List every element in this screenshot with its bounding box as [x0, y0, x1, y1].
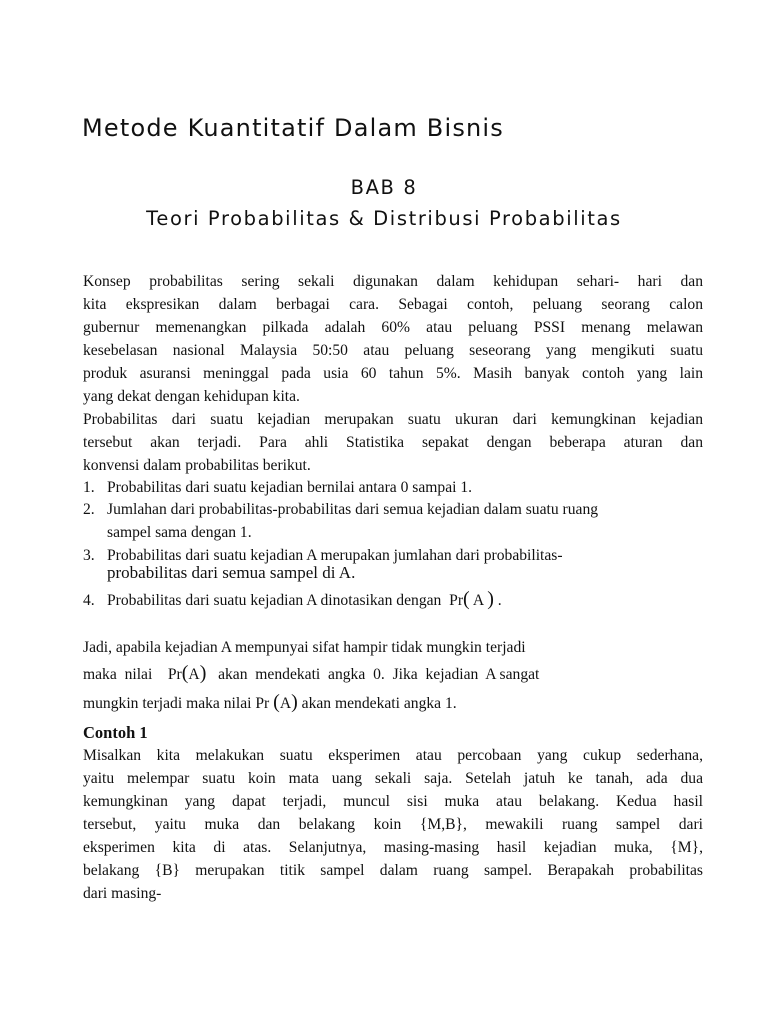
text-line: eksperimen kita di atas. Selanjutnya, masing-masing hasil kejadian muka, {M}, [83, 839, 703, 856]
list-number: 1. [83, 479, 95, 496]
text: akan mendekati angka 1. [301, 695, 457, 712]
text-line: gubernur memenangkan pilkada adalah 60% atau peluang PSSI menang melawan [83, 319, 703, 336]
text: akan mendekati angka 0. Jika kejadian A sangat [218, 666, 540, 683]
list-item: Jumlahan dari probabilitas-probabilitas dari semua kejadian dalam suatu ruang [107, 501, 599, 518]
text-line: kesebelasan nasional Malaysia 50:50 atau peluang seseorang yang mengikuti suatu [83, 342, 703, 359]
text: maka nilai [83, 666, 153, 683]
math-pr: Pr [449, 592, 464, 609]
text-line: yang dekat dengan kehidupan kita. [83, 388, 300, 405]
list-item: Probabilitas dari suatu kejadian A merupakan jumlahan dari probabilitas- [107, 547, 563, 564]
math-pr: Pr [255, 695, 270, 712]
text-line [83, 692, 703, 714]
math-a: A [472, 592, 485, 609]
text-line [83, 663, 703, 685]
text-line: tersebut akan terjadi. Para ahli Statistika sepakat dengan beberapa aturan dan [83, 434, 703, 451]
math-paren: ) [199, 662, 207, 684]
math-a: A [279, 695, 292, 712]
list-item-text: Probabilitas dari suatu kejadian A dinotasikan dengan [107, 592, 442, 609]
math-paren: ( [181, 662, 189, 684]
text-line: konvensi dalam probabilitas berikut. [83, 457, 311, 474]
text-line: tersebut, yaitu muka dan belakang koin {M,B}, mewakili ruang sampel dari [83, 816, 703, 833]
list-item-continued: probabilitas dari semua sampel di A. [107, 563, 356, 582]
period: . [497, 592, 502, 609]
text-line: belakang {B} merupakan titik sampel dalam ruang sampel. Berapakah probabilitas [83, 862, 703, 879]
list-item-continued: sampel sama dengan 1. [107, 524, 252, 541]
text-line: yaitu melempar suatu koin mata uang sekali saja. Setelah jatuh ke tanah, ada dua [83, 770, 703, 787]
list-number: 3. [83, 547, 95, 564]
example-heading: Contoh 1 [83, 723, 148, 742]
math-pr: Pr [167, 666, 182, 683]
text: mungkin terjadi maka nilai [83, 695, 252, 712]
list-number: 4. [83, 592, 95, 609]
text-line: Jadi, apabila kejadian A mempunyai sifat hampir tidak mungkin terjadi [83, 639, 526, 656]
document-title: Metode Kuantitatif Dalam Bisnis [82, 114, 505, 142]
math-paren: ( [273, 691, 280, 713]
text-line: Konsep probabilitas sering sekali digunakan dalam kehidupan sehari- hari dan [83, 273, 703, 290]
text-line: kemungkinan yang dapat terjadi, muncul sisi muka atau belakang. Kedua hasil [83, 793, 703, 810]
chapter-title: Teori Probabilitas & Distribusi Probabilitas [146, 207, 622, 230]
list-item [107, 589, 703, 611]
text-line: dari masing- [83, 885, 162, 902]
text-line: produk asuransi meninggal pada usia 60 tahun 5%. Masih banyak contoh yang lain [83, 365, 703, 382]
math-a: A [188, 666, 200, 683]
math-paren: ( [463, 588, 470, 610]
text-line: Probabilitas dari suatu kejadian merupakan suatu ukuran dari kemungkinan kejadian [83, 411, 703, 428]
list-item: Probabilitas dari suatu kejadian bernilai antara 0 sampai 1. [107, 479, 473, 496]
math-paren: ) [487, 588, 494, 610]
text-line: Misalkan kita melakukan suatu eksperimen atau percobaan yang cukup sederhana, [83, 747, 703, 764]
text-line: kita ekspresikan dalam berbagai cara. Sebagai contoh, peluang seorang calon [83, 296, 703, 313]
math-paren: ) [291, 691, 298, 713]
list-number: 2. [83, 501, 95, 518]
chapter-number: BAB 8 [350, 176, 418, 199]
